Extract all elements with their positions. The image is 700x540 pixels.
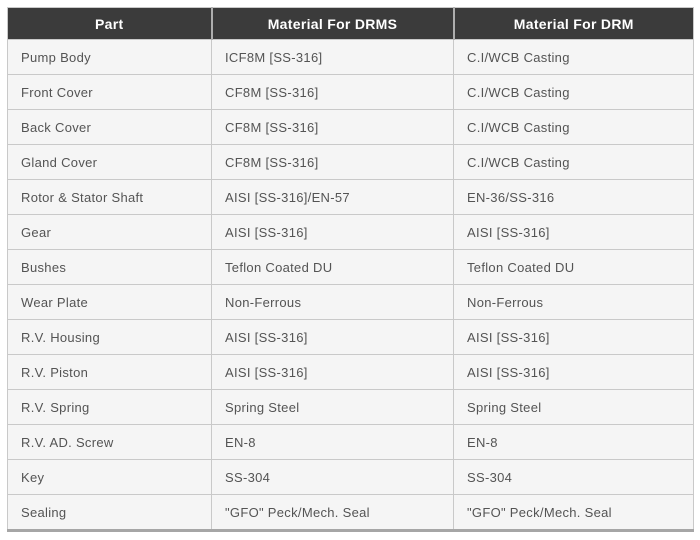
part-cell: Back Cover bbox=[8, 110, 212, 145]
part-cell: Gear bbox=[8, 215, 212, 250]
table-row bbox=[8, 495, 694, 531]
table-row bbox=[8, 75, 694, 110]
material-drms-cell: AISI [SS-316] bbox=[212, 215, 454, 250]
table-row bbox=[8, 215, 694, 250]
material-drms-cell: AISI [SS-316] bbox=[212, 320, 454, 355]
material-drms-cell: Spring Steel bbox=[212, 390, 454, 425]
table-row bbox=[8, 355, 694, 390]
material-drm-cell: Spring Steel bbox=[454, 390, 694, 425]
table-row bbox=[8, 390, 694, 425]
material-drms-cell: SS-304 bbox=[212, 460, 454, 495]
material-drms-cell: Teflon Coated DU bbox=[212, 250, 454, 285]
table-row bbox=[8, 40, 694, 75]
part-cell: Gland Cover bbox=[8, 145, 212, 180]
material-drms-cell: CF8M [SS-316] bbox=[212, 145, 454, 180]
material-drm-cell: C.I/WCB Casting bbox=[454, 110, 694, 145]
material-drms-cell: EN-8 bbox=[212, 425, 454, 460]
table-row bbox=[8, 110, 694, 145]
material-drm-cell: Non-Ferrous bbox=[454, 285, 694, 320]
col-header-material-drms: Material For DRMS bbox=[212, 8, 454, 40]
table-row bbox=[8, 320, 694, 355]
header-row bbox=[8, 8, 694, 40]
col-header-material-drm: Material For DRM bbox=[454, 8, 694, 40]
material-drm-cell: AISI [SS-316] bbox=[454, 320, 694, 355]
material-drm-cell: Teflon Coated DU bbox=[454, 250, 694, 285]
col-header-part: Part bbox=[8, 8, 212, 40]
part-cell: R.V. Spring bbox=[8, 390, 212, 425]
material-drm-cell: EN-8 bbox=[454, 425, 694, 460]
table-row bbox=[8, 180, 694, 215]
part-cell: Sealing bbox=[8, 495, 212, 531]
material-drm-cell: AISI [SS-316] bbox=[454, 215, 694, 250]
materials-table-container bbox=[7, 7, 693, 532]
material-drms-cell: "GFO" Peck/Mech. Seal bbox=[212, 495, 454, 531]
table-row bbox=[8, 145, 694, 180]
part-cell: Bushes bbox=[8, 250, 212, 285]
part-cell: R.V. Piston bbox=[8, 355, 212, 390]
material-drm-cell: C.I/WCB Casting bbox=[454, 40, 694, 75]
part-cell: R.V. Housing bbox=[8, 320, 212, 355]
material-drm-cell: C.I/WCB Casting bbox=[454, 145, 694, 180]
material-drm-cell: "GFO" Peck/Mech. Seal bbox=[454, 495, 694, 531]
material-drms-cell: CF8M [SS-316] bbox=[212, 75, 454, 110]
material-drm-cell: C.I/WCB Casting bbox=[454, 75, 694, 110]
material-drm-cell: SS-304 bbox=[454, 460, 694, 495]
material-drm-cell: EN-36/SS-316 bbox=[454, 180, 694, 215]
table-body bbox=[8, 40, 694, 531]
table-row bbox=[8, 285, 694, 320]
material-drm-cell: AISI [SS-316] bbox=[454, 355, 694, 390]
part-cell: Rotor & Stator Shaft bbox=[8, 180, 212, 215]
part-cell: Pump Body bbox=[8, 40, 212, 75]
material-drms-cell: Non-Ferrous bbox=[212, 285, 454, 320]
material-drms-cell: AISI [SS-316] bbox=[212, 355, 454, 390]
part-cell: Key bbox=[8, 460, 212, 495]
materials-table bbox=[7, 7, 694, 532]
part-cell: R.V. AD. Screw bbox=[8, 425, 212, 460]
part-cell: Front Cover bbox=[8, 75, 212, 110]
table-row bbox=[8, 460, 694, 495]
material-drms-cell: ICF8M [SS-316] bbox=[212, 40, 454, 75]
material-drms-cell: AISI [SS-316]/EN-57 bbox=[212, 180, 454, 215]
table-row bbox=[8, 250, 694, 285]
part-cell: Wear Plate bbox=[8, 285, 212, 320]
material-drms-cell: CF8M [SS-316] bbox=[212, 110, 454, 145]
table-row bbox=[8, 425, 694, 460]
